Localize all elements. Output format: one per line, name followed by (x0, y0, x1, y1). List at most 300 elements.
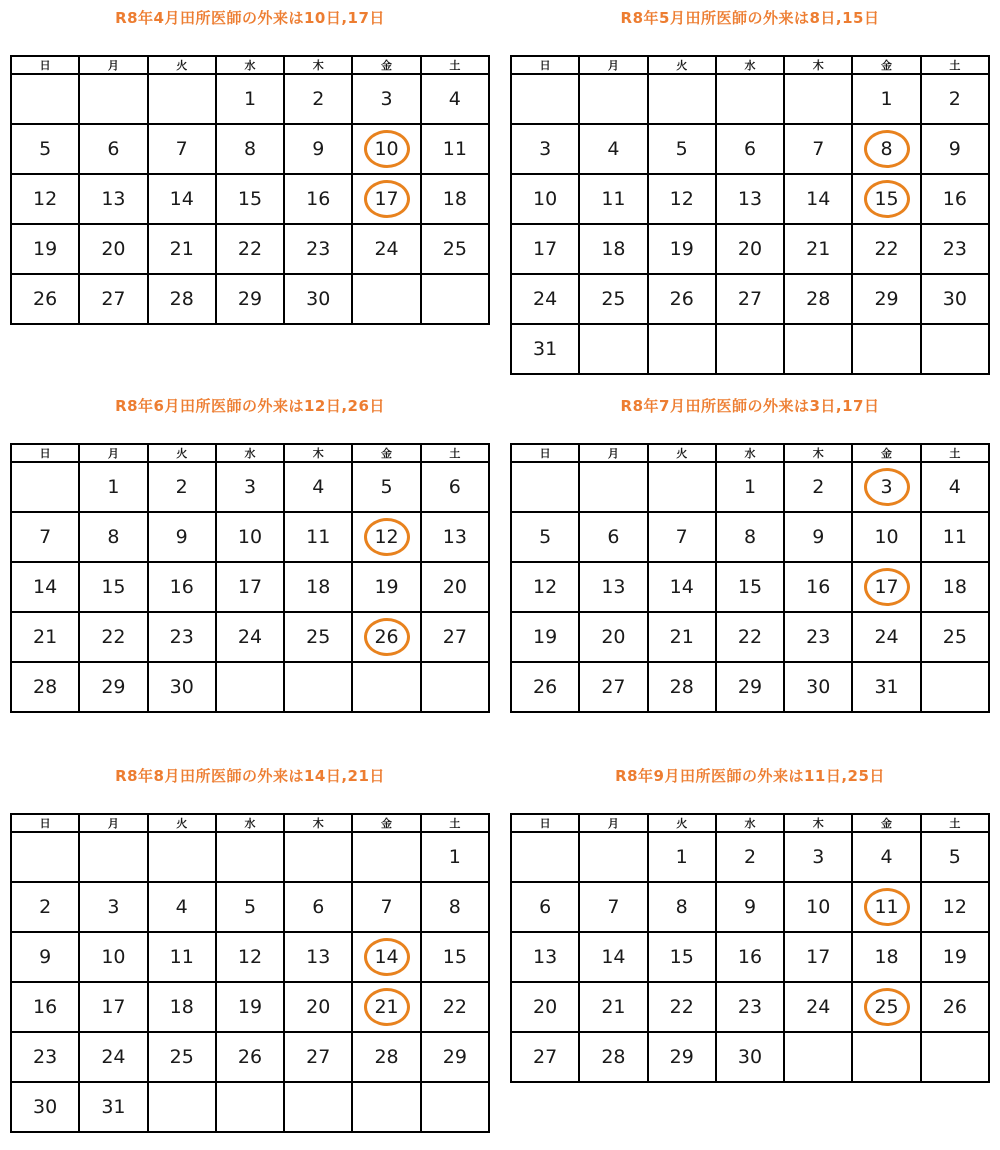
day-cell: 7 (352, 882, 420, 932)
day-cell: 21 (648, 612, 716, 662)
empty-day-cell (648, 74, 716, 124)
empty-day-cell (11, 832, 79, 882)
day-cell: 4 (921, 462, 989, 512)
day-cell: 6 (284, 882, 352, 932)
day-cell: 9 (716, 882, 784, 932)
day-cell: 18 (421, 174, 489, 224)
hidden-cell (648, 324, 716, 374)
calendar-june-grid (10, 443, 490, 713)
weekday-header: 火 (148, 814, 216, 832)
weekday-header: 金 (852, 444, 920, 462)
weekday-header-row (11, 56, 489, 74)
day-cell: 6 (511, 882, 579, 932)
week-row (511, 74, 989, 124)
weekday-header: 土 (421, 814, 489, 832)
outpatient-day-circle: 3 (864, 468, 910, 506)
day-cell: 2 (284, 74, 352, 124)
weekday-header: 金 (352, 814, 420, 832)
day-cell: 16 (716, 932, 784, 982)
day-cell: 20 (716, 224, 784, 274)
empty-day-cell (284, 1082, 352, 1132)
day-cell: 30 (921, 274, 989, 324)
day-cell: 22 (648, 982, 716, 1032)
day-cell: 26 (11, 274, 79, 324)
weekday-header: 日 (11, 444, 79, 462)
weekday-header: 月 (79, 814, 147, 832)
day-cell: 1 (421, 832, 489, 882)
week-row (511, 562, 989, 612)
day-cell: 20 (79, 224, 147, 274)
day-cell: 6 (716, 124, 784, 174)
empty-day-cell (11, 462, 79, 512)
day-cell: 15 (79, 562, 147, 612)
day-cell: 12 (216, 932, 284, 982)
empty-day-cell (216, 662, 284, 712)
day-cell: 25 (921, 612, 989, 662)
day-cell: 26 (511, 662, 579, 712)
day-cell: 6 (421, 462, 489, 512)
day-cell: 4 (579, 124, 647, 174)
day-cell: 16 (11, 982, 79, 1032)
day-cell (352, 124, 420, 174)
day-cell: 24 (216, 612, 284, 662)
day-cell: 21 (579, 982, 647, 1032)
weekday-header: 火 (148, 444, 216, 462)
day-cell: 20 (511, 982, 579, 1032)
day-cell: 7 (648, 512, 716, 562)
calendar-april (10, 8, 490, 325)
weekday-header: 日 (511, 444, 579, 462)
day-cell: 13 (716, 174, 784, 224)
day-cell: 8 (648, 882, 716, 932)
day-cell: 27 (79, 274, 147, 324)
day-cell: 1 (716, 462, 784, 512)
day-cell: 3 (216, 462, 284, 512)
week-row (11, 662, 489, 712)
day-cell (352, 512, 420, 562)
week-row (11, 462, 489, 512)
day-cell: 12 (648, 174, 716, 224)
weekday-header: 土 (421, 444, 489, 462)
day-cell (852, 462, 920, 512)
empty-day-cell (79, 74, 147, 124)
day-cell: 10 (852, 512, 920, 562)
weekday-header: 水 (716, 814, 784, 832)
day-cell (852, 174, 920, 224)
week-row (11, 274, 489, 324)
weekday-header: 日 (11, 814, 79, 832)
day-cell: 27 (511, 1032, 579, 1082)
empty-day-cell (579, 832, 647, 882)
day-cell: 4 (421, 74, 489, 124)
day-cell: 29 (648, 1032, 716, 1082)
day-cell: 30 (148, 662, 216, 712)
weekday-header: 土 (921, 814, 989, 832)
day-cell: 25 (579, 274, 647, 324)
week-row (511, 662, 989, 712)
day-cell: 18 (148, 982, 216, 1032)
day-cell: 5 (511, 512, 579, 562)
week-row (11, 124, 489, 174)
day-cell: 9 (921, 124, 989, 174)
day-cell: 19 (921, 932, 989, 982)
week-row (11, 882, 489, 932)
day-cell: 13 (421, 512, 489, 562)
day-cell: 25 (421, 224, 489, 274)
day-cell: 13 (284, 932, 352, 982)
day-cell (852, 124, 920, 174)
outpatient-day-circle: 17 (364, 180, 410, 218)
day-cell: 27 (579, 662, 647, 712)
day-cell: 20 (284, 982, 352, 1032)
day-cell: 28 (11, 662, 79, 712)
day-cell: 29 (852, 274, 920, 324)
day-cell: 4 (284, 462, 352, 512)
weekday-header: 金 (852, 814, 920, 832)
day-cell: 4 (852, 832, 920, 882)
weekday-header-row (511, 814, 989, 832)
day-cell: 13 (511, 932, 579, 982)
weekday-header: 月 (579, 814, 647, 832)
weekday-header: 日 (511, 814, 579, 832)
day-cell: 19 (648, 224, 716, 274)
day-cell: 3 (352, 74, 420, 124)
day-cell: 6 (79, 124, 147, 174)
day-cell: 22 (216, 224, 284, 274)
day-cell: 24 (784, 982, 852, 1032)
day-cell: 16 (284, 174, 352, 224)
day-cell: 4 (148, 882, 216, 932)
day-cell (852, 882, 920, 932)
day-cell: 8 (421, 882, 489, 932)
day-cell: 26 (648, 274, 716, 324)
weekday-header: 火 (648, 444, 716, 462)
week-row (511, 932, 989, 982)
day-cell: 20 (421, 562, 489, 612)
week-row (511, 1032, 989, 1082)
day-cell: 17 (79, 982, 147, 1032)
calendar-may (510, 8, 990, 375)
day-cell: 25 (284, 612, 352, 662)
day-cell: 22 (716, 612, 784, 662)
week-row (511, 512, 989, 562)
day-cell: 15 (648, 932, 716, 982)
day-cell (352, 174, 420, 224)
weekday-header: 月 (579, 444, 647, 462)
week-row (511, 832, 989, 882)
empty-day-cell (648, 462, 716, 512)
empty-day-cell (148, 74, 216, 124)
week-row (511, 462, 989, 512)
empty-day-cell (352, 274, 420, 324)
empty-day-cell (852, 1032, 920, 1082)
day-cell: 10 (79, 932, 147, 982)
day-cell: 21 (148, 224, 216, 274)
empty-day-cell (421, 662, 489, 712)
week-row (11, 612, 489, 662)
day-cell (352, 932, 420, 982)
weekday-header: 火 (648, 56, 716, 74)
day-cell: 2 (784, 462, 852, 512)
day-cell: 1 (216, 74, 284, 124)
day-cell: 7 (579, 882, 647, 932)
empty-day-cell (784, 1032, 852, 1082)
day-cell: 24 (352, 224, 420, 274)
day-cell: 7 (148, 124, 216, 174)
week-row (11, 224, 489, 274)
day-cell: 8 (79, 512, 147, 562)
calendar-june (10, 396, 490, 713)
empty-day-cell (148, 832, 216, 882)
weekday-header: 木 (784, 56, 852, 74)
outpatient-day-circle: 26 (364, 618, 410, 656)
day-cell: 26 (921, 982, 989, 1032)
week-row (11, 562, 489, 612)
day-cell: 29 (716, 662, 784, 712)
calendar-july (510, 396, 990, 713)
day-cell: 18 (921, 562, 989, 612)
day-cell (352, 612, 420, 662)
day-cell: 28 (352, 1032, 420, 1082)
day-cell: 28 (648, 662, 716, 712)
empty-day-cell (784, 74, 852, 124)
weekday-header: 火 (148, 56, 216, 74)
day-cell: 17 (216, 562, 284, 612)
day-cell: 16 (921, 174, 989, 224)
day-cell: 23 (784, 612, 852, 662)
week-row (11, 74, 489, 124)
day-cell: 5 (352, 462, 420, 512)
day-cell: 27 (421, 612, 489, 662)
empty-day-cell (716, 74, 784, 124)
day-cell: 8 (716, 512, 784, 562)
day-cell: 27 (716, 274, 784, 324)
day-cell: 19 (352, 562, 420, 612)
day-cell: 11 (579, 174, 647, 224)
calendar-september (510, 766, 990, 1083)
day-cell: 5 (921, 832, 989, 882)
day-cell: 19 (511, 612, 579, 662)
empty-day-cell (421, 1082, 489, 1132)
calendar-july-grid (510, 443, 990, 713)
day-cell: 30 (784, 662, 852, 712)
day-cell: 29 (421, 1032, 489, 1082)
weekday-header: 木 (284, 56, 352, 74)
day-cell: 26 (216, 1032, 284, 1082)
empty-day-cell (352, 1082, 420, 1132)
hidden-cell (921, 324, 989, 374)
day-cell: 10 (511, 174, 579, 224)
day-cell: 10 (216, 512, 284, 562)
week-row (511, 324, 989, 374)
day-cell: 9 (284, 124, 352, 174)
week-row (11, 832, 489, 882)
weekday-header: 日 (11, 56, 79, 74)
empty-day-cell (79, 832, 147, 882)
day-cell: 31 (511, 324, 579, 374)
weekday-header-row (511, 56, 989, 74)
weekday-header-row (511, 444, 989, 462)
empty-day-cell (921, 1032, 989, 1082)
hidden-cell (716, 324, 784, 374)
day-cell: 16 (784, 562, 852, 612)
empty-day-cell (421, 274, 489, 324)
weekday-header: 水 (216, 814, 284, 832)
empty-day-cell (352, 832, 420, 882)
outpatient-day-circle: 15 (864, 180, 910, 218)
calendar-april-grid (10, 55, 490, 325)
outpatient-day-circle: 14 (364, 938, 410, 976)
day-cell: 23 (11, 1032, 79, 1082)
day-cell (852, 982, 920, 1032)
weekday-header: 月 (579, 56, 647, 74)
week-row (511, 124, 989, 174)
day-cell: 12 (511, 562, 579, 612)
outpatient-day-circle: 21 (364, 988, 410, 1026)
week-row (511, 174, 989, 224)
outpatient-day-circle: 11 (864, 888, 910, 926)
outpatient-day-circle: 12 (364, 518, 410, 556)
day-cell: 18 (284, 562, 352, 612)
day-cell: 18 (579, 224, 647, 274)
day-cell: 6 (579, 512, 647, 562)
week-row (11, 174, 489, 224)
week-row (511, 612, 989, 662)
weekday-header: 水 (716, 444, 784, 462)
day-cell: 28 (784, 274, 852, 324)
day-cell: 29 (79, 662, 147, 712)
weekday-header: 土 (921, 444, 989, 462)
day-cell: 9 (148, 512, 216, 562)
day-cell: 29 (216, 274, 284, 324)
day-cell: 31 (79, 1082, 147, 1132)
day-cell (852, 562, 920, 612)
day-cell: 11 (921, 512, 989, 562)
empty-day-cell (284, 832, 352, 882)
day-cell: 18 (852, 932, 920, 982)
weekday-header: 月 (79, 56, 147, 74)
weekday-header: 水 (716, 56, 784, 74)
day-cell: 8 (216, 124, 284, 174)
day-cell: 16 (148, 562, 216, 612)
week-row (511, 882, 989, 932)
empty-day-cell (511, 832, 579, 882)
day-cell: 24 (511, 274, 579, 324)
day-cell: 11 (284, 512, 352, 562)
day-cell: 12 (11, 174, 79, 224)
week-row (511, 274, 989, 324)
day-cell: 20 (579, 612, 647, 662)
weekday-header: 水 (216, 444, 284, 462)
day-cell: 17 (784, 932, 852, 982)
day-cell: 12 (921, 882, 989, 932)
day-cell: 5 (648, 124, 716, 174)
day-cell: 23 (148, 612, 216, 662)
day-cell: 24 (852, 612, 920, 662)
day-cell: 1 (852, 74, 920, 124)
day-cell: 27 (284, 1032, 352, 1082)
day-cell: 14 (579, 932, 647, 982)
day-cell: 7 (784, 124, 852, 174)
day-cell: 25 (148, 1032, 216, 1082)
day-cell: 10 (784, 882, 852, 932)
day-cell: 7 (11, 512, 79, 562)
week-row (11, 512, 489, 562)
empty-day-cell (284, 662, 352, 712)
day-cell: 30 (284, 274, 352, 324)
weekday-header: 金 (852, 56, 920, 74)
calendar-april-title: R8年4月田所医師の外来は10日,17日 (115, 9, 385, 27)
day-cell: 11 (148, 932, 216, 982)
weekday-header-row (11, 814, 489, 832)
empty-day-cell (579, 74, 647, 124)
day-cell: 23 (284, 224, 352, 274)
day-cell: 28 (579, 1032, 647, 1082)
calendar-september-title: R8年9月田所医師の外来は11日,25日 (615, 767, 885, 785)
day-cell: 15 (716, 562, 784, 612)
weekday-header: 木 (784, 814, 852, 832)
week-row (11, 1032, 489, 1082)
day-cell: 13 (79, 174, 147, 224)
outpatient-day-circle: 10 (364, 130, 410, 168)
day-cell: 22 (79, 612, 147, 662)
day-cell: 5 (216, 882, 284, 932)
day-cell: 9 (11, 932, 79, 982)
calendar-may-title: R8年5月田所医師の外来は8日,15日 (620, 9, 880, 27)
weekday-header: 金 (352, 56, 420, 74)
empty-day-cell (352, 662, 420, 712)
calendar-august (10, 766, 490, 1133)
day-cell: 30 (716, 1032, 784, 1082)
day-cell: 31 (852, 662, 920, 712)
day-cell (352, 982, 420, 1032)
day-cell: 30 (11, 1082, 79, 1132)
day-cell: 22 (421, 982, 489, 1032)
weekday-header: 木 (784, 444, 852, 462)
calendar-august-title: R8年8月田所医師の外来は14日,21日 (115, 767, 385, 785)
day-cell: 13 (579, 562, 647, 612)
weekday-header: 土 (421, 56, 489, 74)
weekday-header-row (11, 444, 489, 462)
day-cell: 15 (421, 932, 489, 982)
weekday-header: 火 (648, 814, 716, 832)
hidden-cell (852, 324, 920, 374)
day-cell: 28 (148, 274, 216, 324)
day-cell: 2 (11, 882, 79, 932)
day-cell: 17 (511, 224, 579, 274)
weekday-header: 土 (921, 56, 989, 74)
day-cell: 14 (148, 174, 216, 224)
day-cell: 1 (648, 832, 716, 882)
day-cell: 1 (79, 462, 147, 512)
week-row (11, 932, 489, 982)
calendar-july-title: R8年7月田所医師の外来は3日,17日 (620, 397, 880, 415)
empty-day-cell (511, 462, 579, 512)
week-row (11, 1082, 489, 1132)
day-cell: 9 (784, 512, 852, 562)
day-cell: 14 (11, 562, 79, 612)
day-cell: 14 (784, 174, 852, 224)
weekday-header: 日 (511, 56, 579, 74)
outpatient-day-circle: 17 (864, 568, 910, 606)
week-row (511, 982, 989, 1032)
outpatient-day-circle: 25 (864, 988, 910, 1026)
calendar-september-grid (510, 813, 990, 1083)
calendar-august-grid (10, 813, 490, 1133)
day-cell: 19 (11, 224, 79, 274)
empty-day-cell (579, 462, 647, 512)
empty-day-cell (216, 832, 284, 882)
